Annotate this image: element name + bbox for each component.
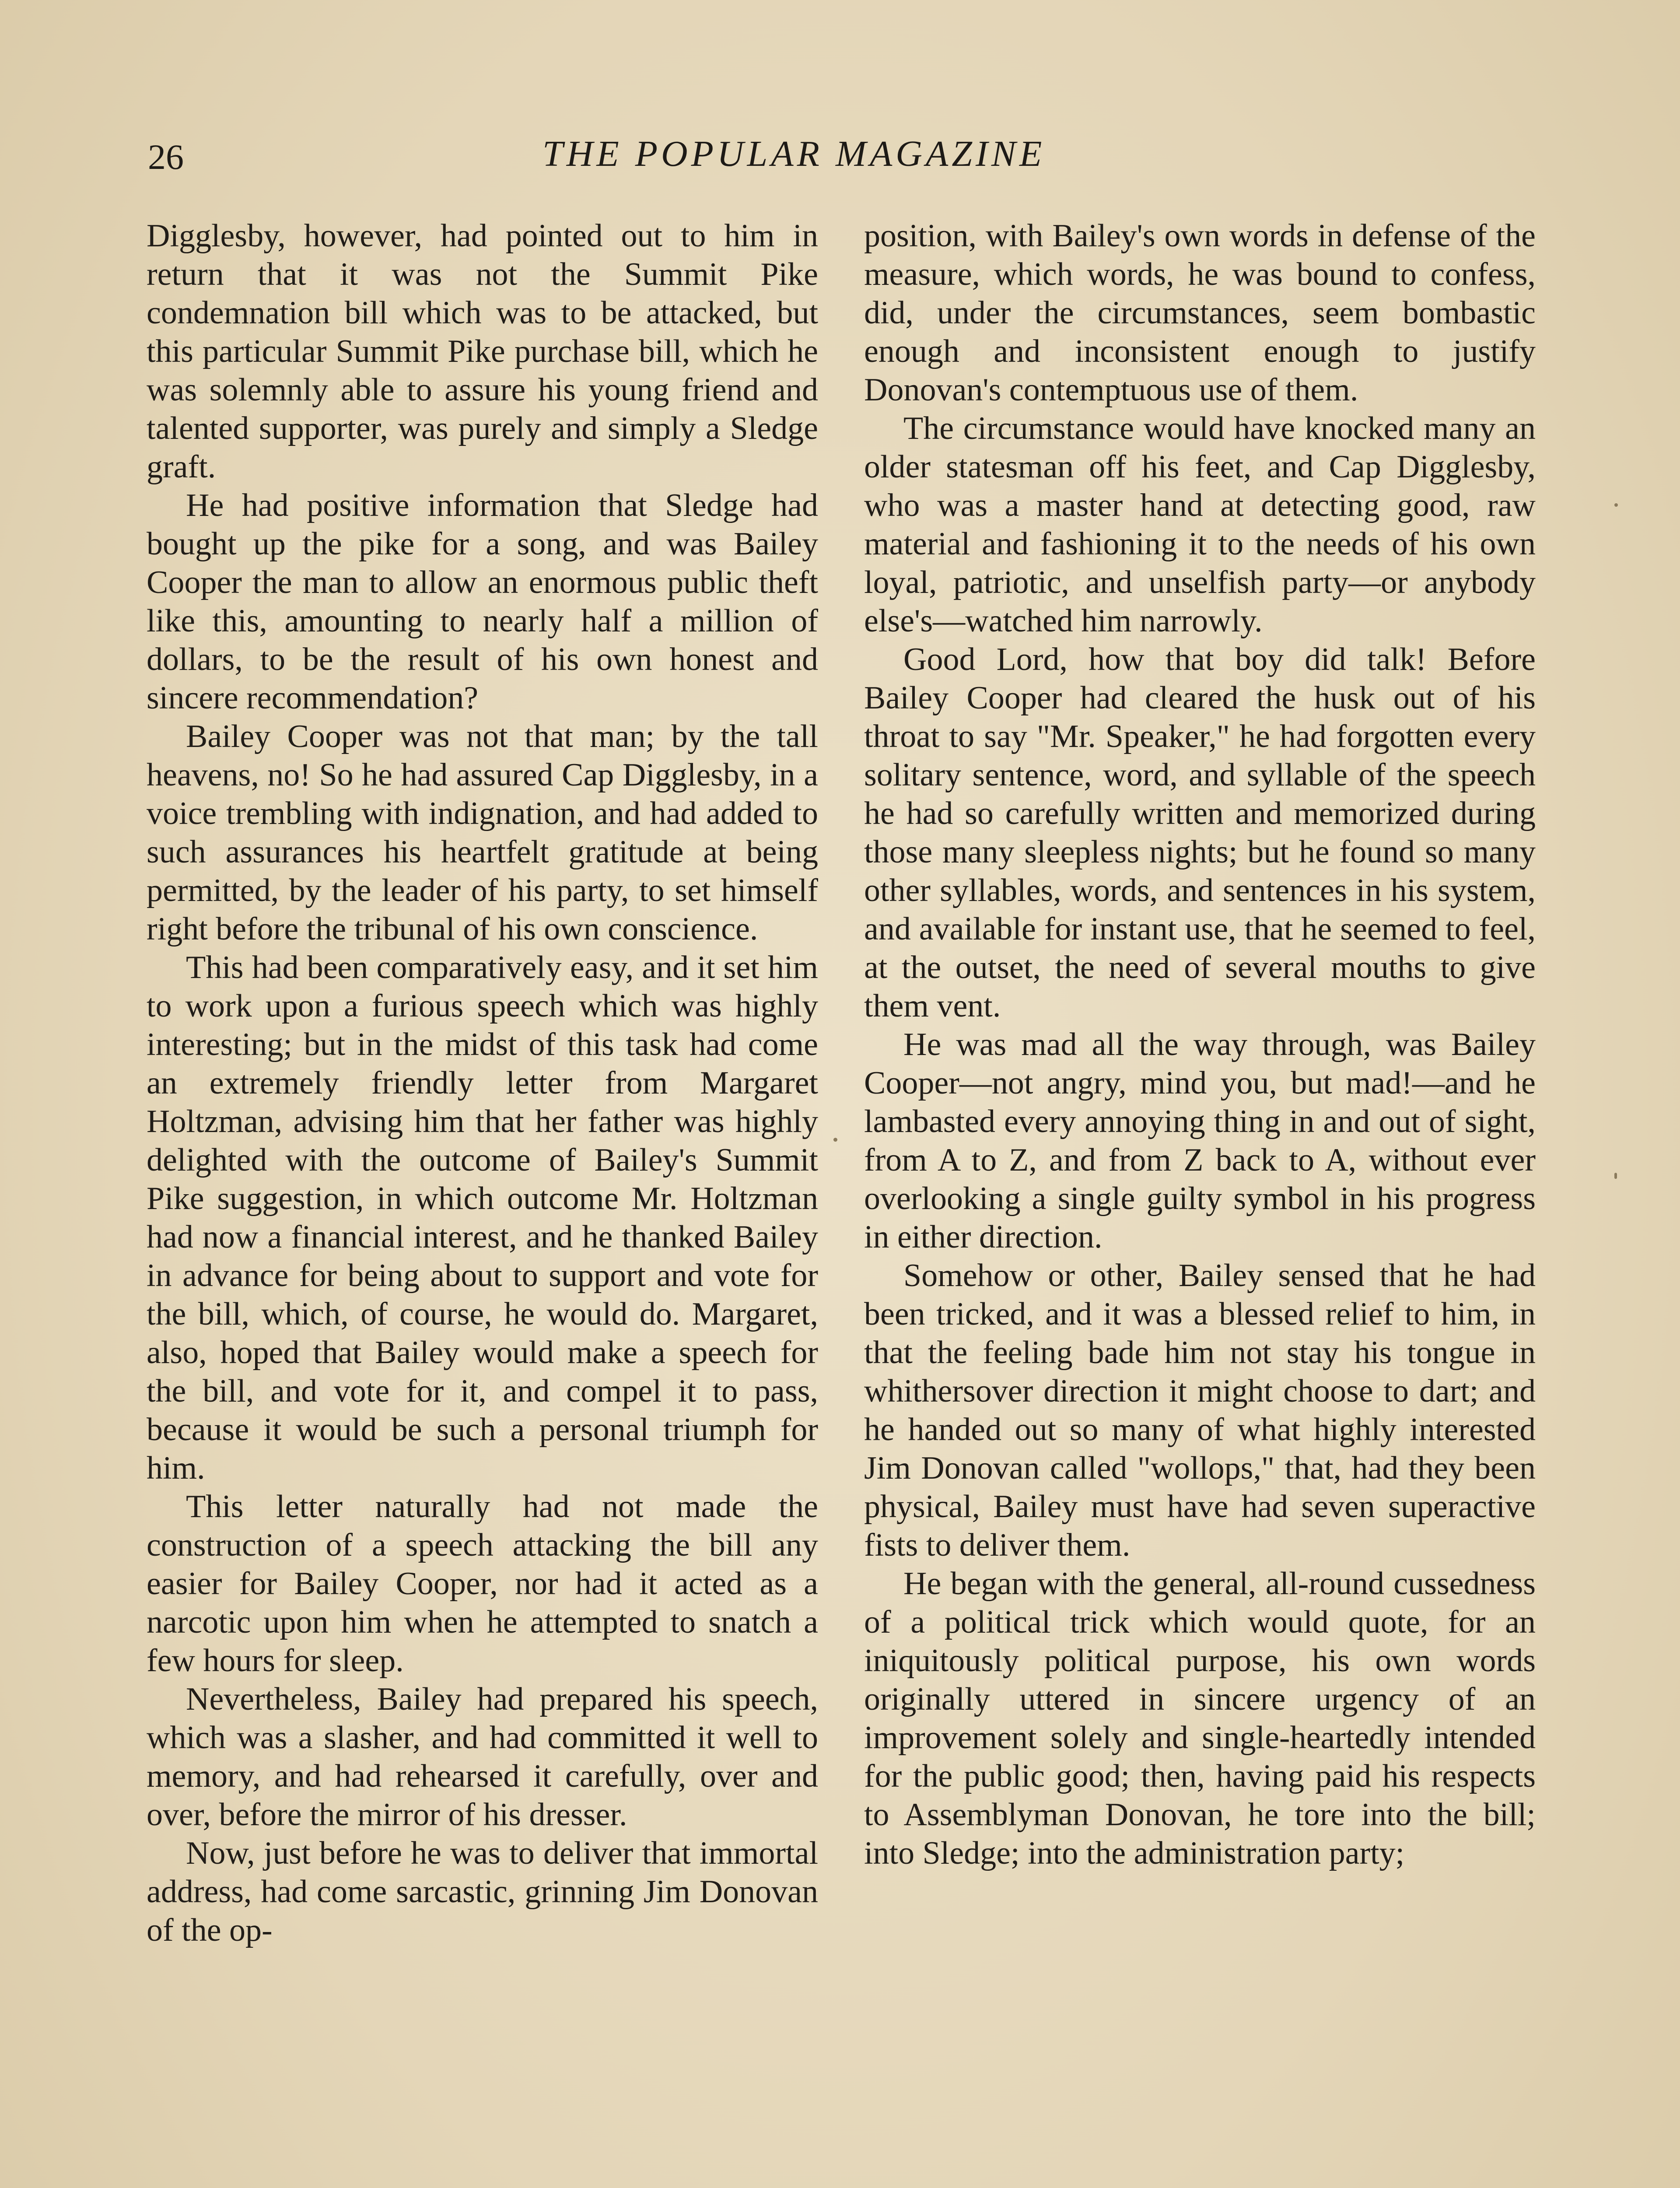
paragraph: He began with the general, all-round cussedness of a political trick which would quote, for an iniquitously political purpose, his own words originally uttered in sincere urgency of an improvement solely and single-heartedly intended for the public good; then, having paid his respects to Assemblyman Donovan, he tore into the bill; into Sledge; into the administration party; xyxy=(864,1566,1536,1871)
paragraph: The circumstance would have knocked many an older statesman off his feet, and Cap Digglesby, who was a master hand at detecting good, raw material and fashioning it to the needs of his own loyal, patriotic, and unselfish party—or anybody else's—watched him narrowly. xyxy=(864,410,1536,639)
paragraph: This letter naturally had not made the construction of a speech attacking the bill any easier for Bailey Cooper, nor had it acted as a narcotic upon him when he attempted to snatch a few hours for sleep. xyxy=(147,1489,818,1679)
paragraph: This had been comparatively easy, and it set him to work upon a furious speech which was highly interesting; but in the midst of this task had come an extremely friendly letter from Margaret Holtzman, advising him that her father was highly delighted with the outcome of Bailey's Summit Pike suggestion, in which outcome Mr. Holtzman had now a financial interest, and he thanked Bailey in advance for being about to support and vote for the bill, which, of course, he would do. Margaret, also, hoped that Bailey would make a speech for the bill, and vote for it, and compel it to pass, because it would be such a personal triumph for him. xyxy=(147,950,818,1486)
running-head: THE POPULAR MAGAZINE xyxy=(542,133,1046,174)
paragraph: Good Lord, how that boy did talk! Before Bailey Cooper had cleared the husk out of his throat to say "Mr. Speaker," he had forgotten every solitary sentence, word, and syllable of the speech he had so carefully written and memorized during those many sleepless nights; but he found so many other syllables, words, and sentences in his system, and available for instant use, that he seemed to feel, at the outset, the need of several mouths to give them vent. xyxy=(864,642,1536,1024)
paragraph: Bailey Cooper was not that man; by the tall heavens, no! So he had assured Cap Digglesby, in a voice trembling with indignation, and had added to such assurances his heartfelt gratitude at being permitted, by the leader of his party, to set himself right before the tribunal of his own conscience. xyxy=(147,719,818,947)
paragraph: Digglesby, however, had pointed out to him in return that it was not the Summit Pike condemnation bill which was to be attacked, but this particular Summit Pike purchase bill, which he was solemnly able to assure his young friend and talented supporter, was purely and simply a Sledge graft. xyxy=(147,218,818,485)
paragraph: He was mad all the way through, was Bailey Cooper—not angry, mind you, but mad!—and he lambasted every annoying thing in and out of sight, from A to Z, and from Z back to A, without ever overlooking a single guilty symbol in his progress in either direction. xyxy=(864,1027,1536,1255)
left-column xyxy=(147,217,818,2188)
paragraph: position, with Bailey's own words in defense of the measure, which words, he was bound to confess, did, under the circumstances, seem bombastic enough and inconsistent enough to justify Donovan's contemptuous use of them. xyxy=(864,218,1536,408)
paper-speck xyxy=(1614,1173,1617,1179)
paper-speck xyxy=(1614,503,1618,507)
page-number: 26 xyxy=(148,137,184,177)
paragraph: Now, just before he was to deliver that immortal address, had come sarcastic, grinning Jim Donovan of the op- xyxy=(147,1835,818,1948)
paper-speck xyxy=(833,1138,837,1142)
paragraph: He had positive information that Sledge had bought up the pike for a song, and was Bailey Cooper the man to allow an enormous public theft like this, amounting to nearly half a million of dollars, to be the result of his own honest and sincere recommendation? xyxy=(147,487,818,716)
paragraph: Somehow or other, Bailey sensed that he had been tricked, and it was a blessed relief to him, in that the feeling bade him not stay his tongue in whithersover direction it might choose to dart; and he handed out so many of what highly interested Jim Donovan called "wollops," that, had they been physical, Bailey must have had seven superactive fists to deliver them. xyxy=(864,1258,1536,1563)
right-column xyxy=(864,217,1536,2188)
paragraph: Nevertheless, Bailey had prepared his speech, which was a slasher, and had committed it well to memory, and had rehearsed it carefully, over and over, before the mirror of his dresser. xyxy=(147,1681,818,1833)
